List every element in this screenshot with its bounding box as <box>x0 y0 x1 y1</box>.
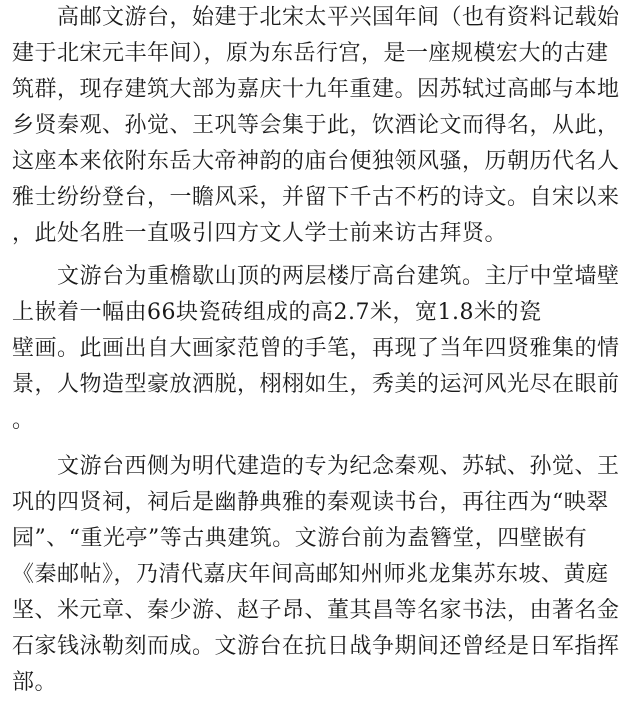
paragraph-3-line-5: 坚、米元章、秦少游、赵子昂、董其昌等名家书法，由著名金 <box>12 598 620 623</box>
paragraph-2-line-3: 壁画。此画出自大画家范曾的手笔，再现了当年四贤雅集的情 <box>12 336 620 361</box>
paragraph-3-line-1: 文游台西侧为明代建造的专为纪念秦观、苏轼、孙觉、王 <box>12 454 620 479</box>
paragraph-1-line-2: 建于北宋元丰年间），原为东岳行宫，是一座规模宏大的古建 <box>12 41 609 66</box>
paragraph-1-line-4: 乡贤秦观、孙觉、王巩等会集于此，饮酒论文而得名，从此， <box>12 113 620 138</box>
paragraph-1-line-5: 这座本来依附东岳大帝神韵的庙台便独领风骚，历朝历代名人 <box>12 149 620 174</box>
paragraph-3-line-2: 巩的四贤祠，祠后是幽静典雅的秦观读书台，再往西为“映翠 <box>12 490 609 515</box>
paragraph-1-line-1: 高邮文游台，始建于北宋太平兴国年间（也有资料记载始 <box>12 5 620 30</box>
paragraph-1-line-7: ，此处名胜一直吸引四方文人学士前来访古拜贤。 <box>12 221 508 246</box>
paragraph-3-line-7: 部。 <box>12 670 58 695</box>
paragraph-1-line-3: 筑群，现存建筑大部为嘉庆十九年重建。因苏轼过高邮与本地 <box>12 77 620 102</box>
paragraph-3-line-4: 《秦邮帖》，乃清代嘉庆年间高邮知州师兆龙集苏东坡、黄庭 <box>12 562 609 587</box>
paragraph-2-line-5: 。 <box>12 408 35 433</box>
paragraph-2-line-4: 景，人物造型豪放洒脱，栩栩如生，秀美的运河风光尽在眼前 <box>12 372 620 397</box>
paragraph-2-line-2: 上嵌着一幅由66块瓷砖组成的高2.7米，宽1.8米的瓷 <box>12 300 542 325</box>
paragraph-3-line-6: 石家钱泳勒刻而成。文游台在抗日战争期间还曾经是日军指挥 <box>12 634 620 659</box>
paragraph-1-line-6: 雅士纷纷登台，一瞻风采，并留下千古不朽的诗文。自宋以来 <box>12 185 620 210</box>
paragraph-2-line-1: 文游台为重檐歇山顶的两层楼厅高台建筑。主厅中堂墙壁 <box>12 264 620 289</box>
paragraph-3-line-3: 园”、“重光亭”等古典建筑。文游台前为盍簪堂，四壁嵌有 <box>12 526 588 551</box>
